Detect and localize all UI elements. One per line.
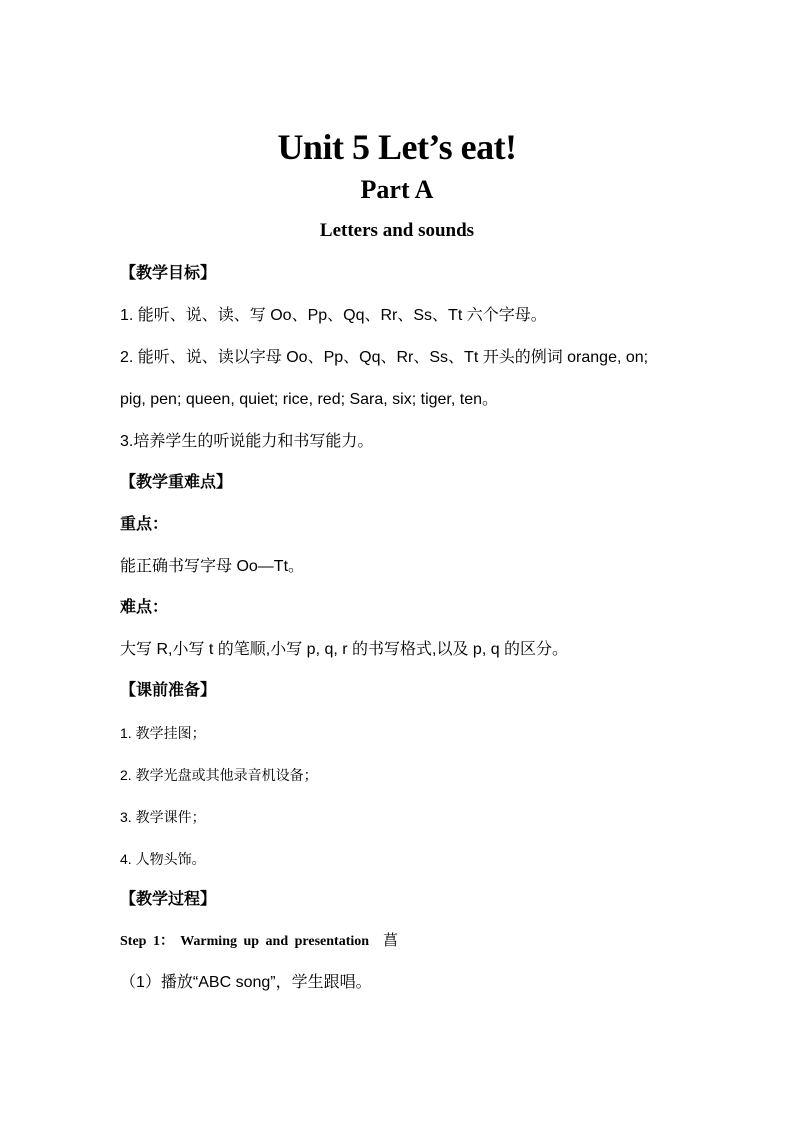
- difficult-label: 难点：: [120, 599, 169, 616]
- prep-item: 4. 人物头饰。: [120, 851, 206, 867]
- step-1-glyph: 菖: [383, 933, 399, 949]
- prep-heading: 【课前准备】: [120, 682, 217, 699]
- step-1-item-1: （1）播放“ABC song”，学生跟唱。: [120, 974, 372, 991]
- step-1-heading: [120, 931, 398, 952]
- difficult-text: 大写 R,小写 t 的笔顺,小写 p, q, r 的书写格式,以及 p, q 的区分。: [120, 641, 569, 658]
- objective-1: 1. 能听、说、读、写 Oo、Pp、Qq、Rr、Ss、Tt 六个字母。: [120, 307, 547, 324]
- key-text: 能正确书写字母 Oo—Tt。: [120, 558, 305, 575]
- objective-2-line-1: 2. 能听、说、读以字母 Oo、Pp、Qq、Rr、Ss、Tt 开头的例词 orange, on;: [120, 349, 649, 366]
- prep-item: 2. 教学光盘或其他录音机设备；: [120, 767, 318, 783]
- prep-item: 3. 教学课件；: [120, 809, 206, 825]
- section-title: Letters and sounds: [319, 220, 475, 241]
- document-subtitle: Part A: [360, 175, 434, 204]
- keypoints-heading: 【教学重难点】: [120, 474, 233, 491]
- prep-item: 1. 教学挂图；: [120, 725, 206, 741]
- objective-2-line-2: pig, pen; queen, quiet; rice, red; Sara, six; tiger, ten。: [120, 391, 498, 408]
- key-label: 重点：: [120, 516, 169, 533]
- process-heading: 【教学过程】: [120, 891, 217, 908]
- document-title: Unit 5 Let’s eat!: [277, 127, 517, 167]
- step-1-label: Step 1： Warming up and presentation: [120, 934, 370, 949]
- objectives-heading: 【教学目标】: [120, 265, 217, 282]
- objective-3: 3.培养学生的听说能力和书写能力。: [120, 433, 374, 450]
